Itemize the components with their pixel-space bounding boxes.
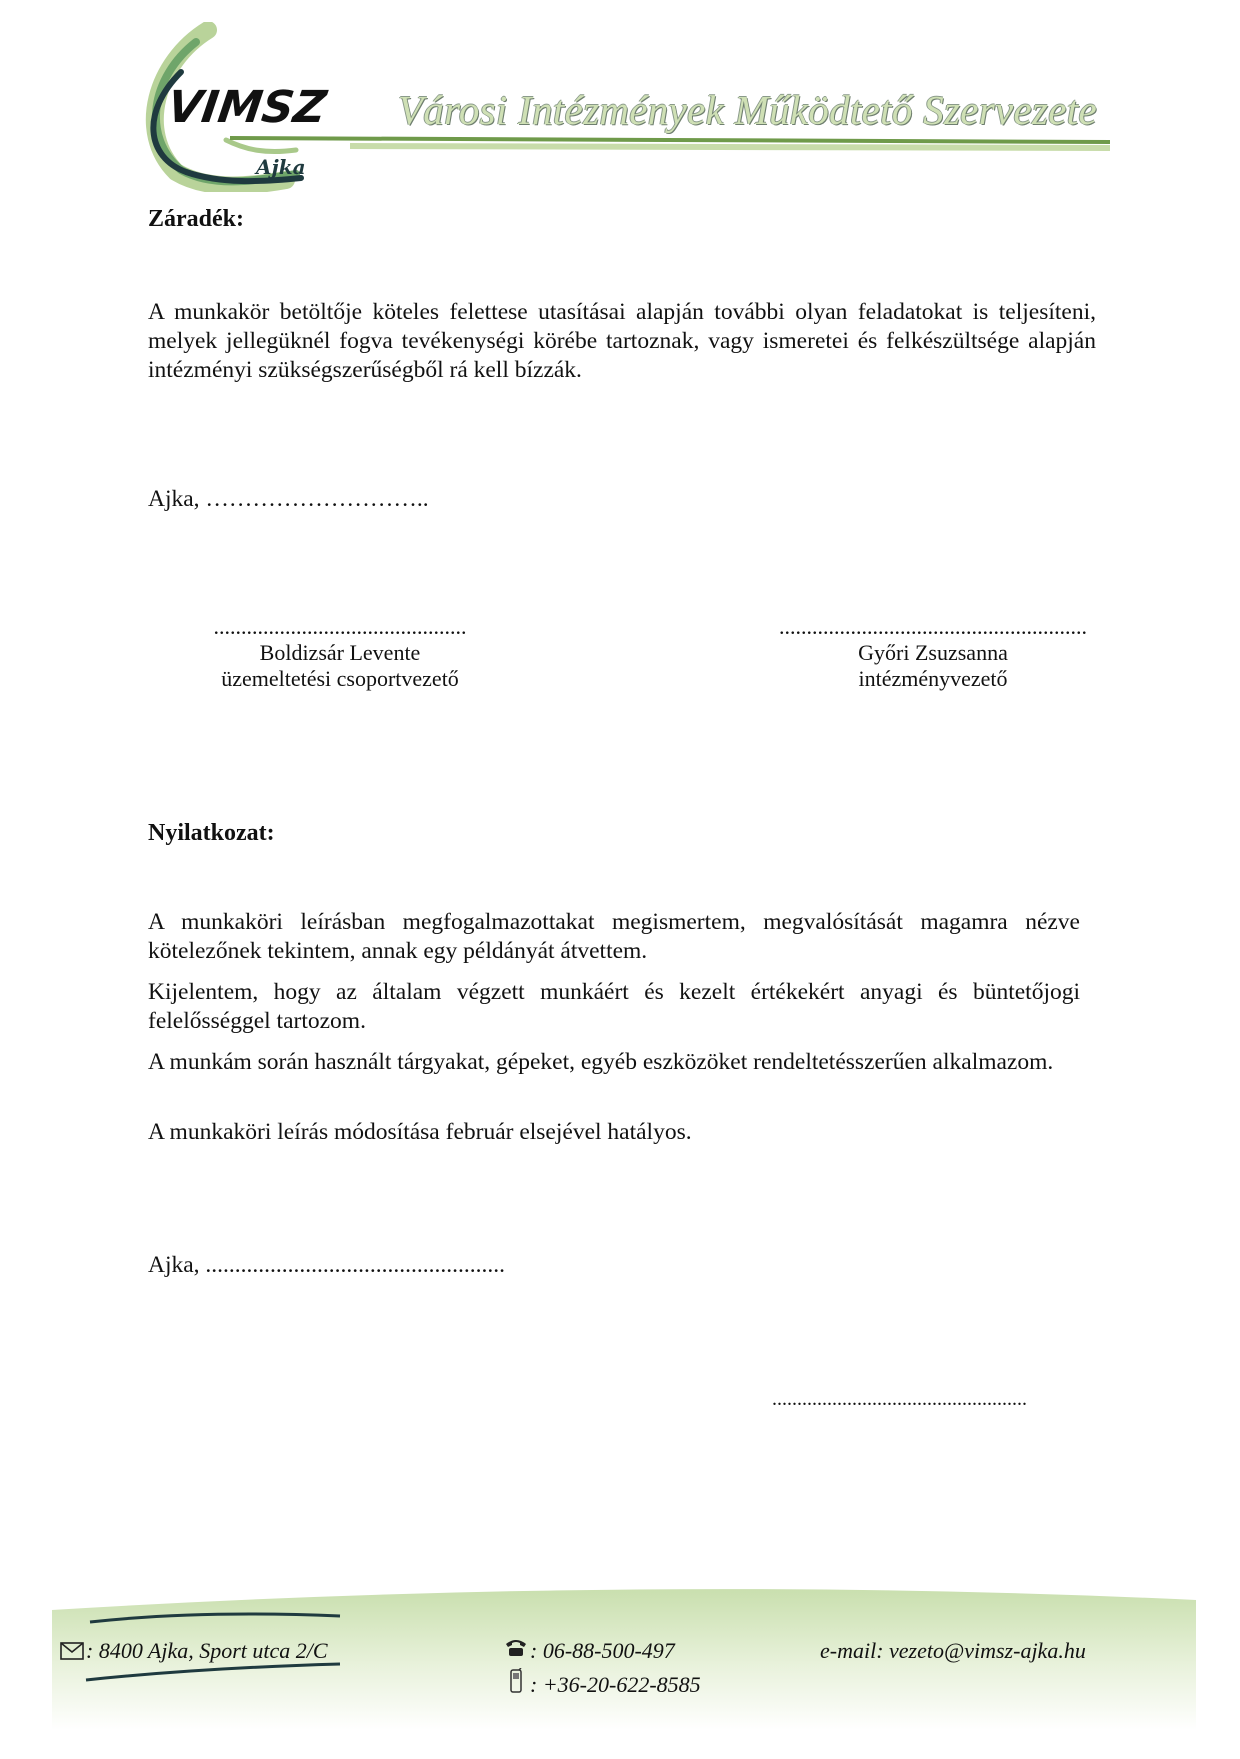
mobile-phone-icon <box>508 1668 524 1699</box>
logo-subtext: Ajka <box>256 155 306 179</box>
zaradek-place-date: Ajka, ……………………….. <box>148 486 429 512</box>
signature-dots: ........................................................ <box>779 614 1087 639</box>
logo-text: VIMSZ <box>164 82 330 133</box>
employee-signature-dots: ................................................... <box>772 1388 1027 1410</box>
nyilatkozat-place-date: Ajka, ................................................... <box>148 1252 506 1278</box>
footer-phone: : 06-88-500-497 <box>530 1638 675 1663</box>
zaradek-paragraph: A munkakör betöltője köteles felettese utasításai alapján további olyan feladatokat is teljesíteni, melyek jellegüknél fogva tevékenységi körébe tartoznak, vagy ismeretei és felkészültsége alapján intézményi szükségszerűségből rá kell bízzák. <box>148 299 1096 383</box>
signature-block-left <box>200 614 480 692</box>
vimsz-logo <box>136 22 336 192</box>
envelope-icon <box>60 1642 84 1665</box>
footer-address: : 8400 Ajka, Sport utca 2/C <box>86 1638 328 1663</box>
footer-email: e-mail: vezeto@vimsz-ajka.hu <box>820 1638 1086 1663</box>
signer-title: üzemeltetési csoportvezető <box>221 666 459 691</box>
signature-block-right <box>768 614 1098 692</box>
footer-background <box>0 1580 1240 1754</box>
telephone-icon <box>504 1638 528 1663</box>
nyilatkozat-paragraph-1: A munkaköri leírásban megfogalmazottakat megismertem, megvalósítását magamra nézve kötelezőnek tekintem, annak egy példányát átvettem. <box>148 909 1080 964</box>
nyilatkozat-paragraph-3: A munkám során használt tárgyakat, gépeket, egyéb eszközöket rendeltetésszerűen alkalmazom. <box>148 1049 1054 1075</box>
signature-dots: .............................................. <box>213 614 467 639</box>
signer-name: Boldizsár Levente <box>259 640 421 665</box>
nyilatkozat-paragraph-2: Kijelentem, hogy az általam végzett munkáért és kezelt értékekért anyagi és büntetőjogi felelősséggel tartozom. <box>148 979 1080 1034</box>
org-name: Városi Intézmények Működtető Szervezete <box>398 87 1097 133</box>
footer-mobile: : +36-20-622-8585 <box>530 1672 701 1697</box>
signer-title: intézményvezető <box>858 666 1008 691</box>
signer-name: Győri Zsuzsanna <box>858 640 1008 665</box>
nyilatkozat-heading: Nyilatkozat: <box>148 820 275 846</box>
zaradek-heading: Záradék: <box>148 206 244 232</box>
header-rule <box>230 132 1110 156</box>
nyilatkozat-paragraph-4: A munkaköri leírás módosítása február elsejével hatályos. <box>148 1119 692 1145</box>
